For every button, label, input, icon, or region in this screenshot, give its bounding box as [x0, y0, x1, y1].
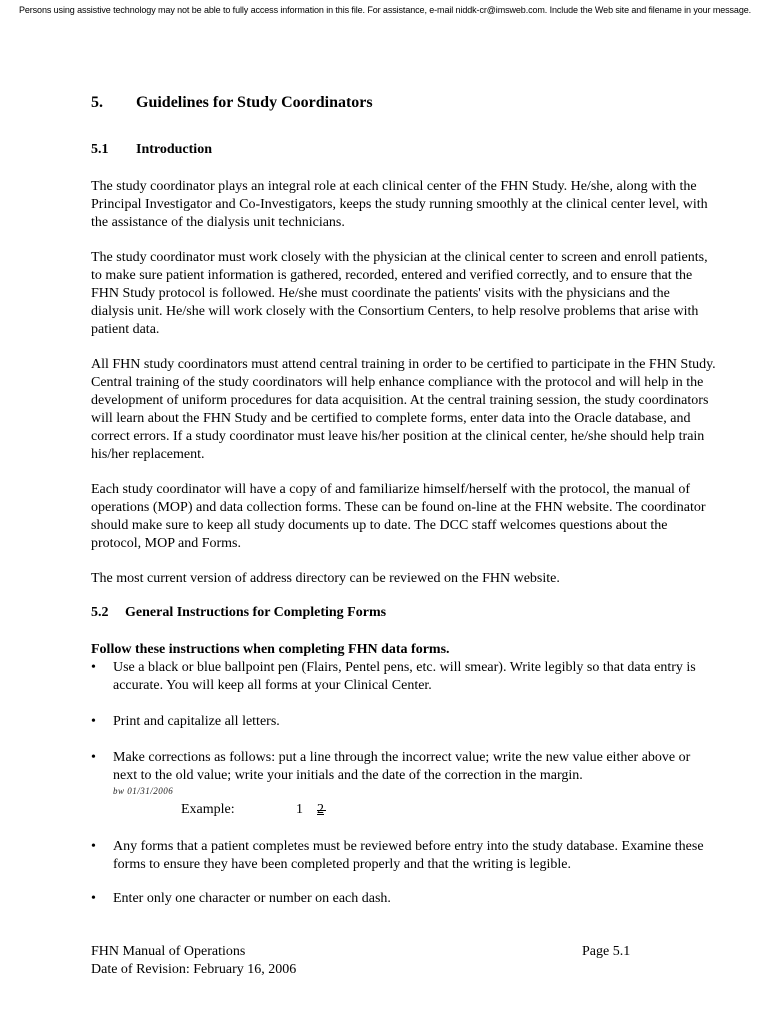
subsection-heading-intro: [91, 142, 212, 158]
footer-page-number: Page 5.1: [582, 944, 631, 959]
intro-paragraph-4: Each study coordinator will have a copy of and familiarize himself/herself with the protocol, the manual of operations (MOP) and data collection forms. These can be found on-line at the FHN website. The coordinator should make sure to keep all study documents up to date. The DCC staff welcomes questions about the protocol, MOP and Forms.: [91, 482, 706, 551]
subsection-title: Introduction: [136, 142, 212, 157]
section-number: 5.: [91, 94, 103, 111]
subsection-heading-forms: [91, 605, 386, 621]
correction-strike-line: [317, 810, 326, 811]
section-heading: [91, 94, 373, 112]
correction-initials: bw 01/31/2006: [113, 786, 174, 796]
subsection-title: General Instructions for Completing Forms: [125, 605, 387, 620]
intro-paragraph-2: The study coordinator must work closely with the physician at the clinical center to screen and enroll patients, to make sure patient information is gathered, recorded, entered and verified correctly, and to ensure that the FHN Study protocol is followed. He/she must coordinate the patients' visits with the physicians and the dialysis unit. He/she will work closely with the Consortium Centers, to help resolve problems that arise with patient data.: [91, 250, 708, 337]
footer-manual-title: FHN Manual of Operations: [91, 944, 246, 959]
instructions-lead: Follow these instructions when completing FHN data forms.: [91, 642, 450, 657]
footer-revision-date: Date of Revision: February 16, 2006: [91, 962, 297, 977]
list-item-text: Enter only one character or number on each dash.: [113, 891, 391, 906]
section-title: Guidelines for Study Coordinators: [136, 94, 373, 111]
bullet-icon: •: [91, 714, 96, 729]
list-item-text: Any forms that a patient completes must be reviewed before entry into the study database. Examine these forms to ensure they have been completed properly and that the writing is legible.: [113, 839, 704, 872]
subsection-number: 5.1: [91, 142, 109, 157]
list-item-text: Use a black or blue ballpoint pen (Flairs, Pentel pens, etc. will smear). Write legibly so that data entry is accurate. You will keep all forms at your Clinical Center.: [113, 660, 696, 693]
example-old-value: 1: [296, 802, 303, 817]
bullet-icon: •: [91, 891, 96, 906]
bullet-icon: •: [91, 750, 96, 765]
accessibility-notice: Persons using assistive technology may not be able to fully access information in this file. For assistance, e-mail niddk-cr@imsweb.com. Include the Web site and filename in your message.: [18, 5, 752, 15]
example-label: Example:: [181, 802, 235, 817]
intro-paragraph-5: The most current version of address directory can be reviewed on the FHN website.: [91, 571, 560, 586]
list-item-text: Make corrections as follows: put a line through the incorrect value; write the new value either above or next to the old value; write your initials and the date of the correction in the margin.: [113, 750, 691, 783]
intro-paragraph-3: All FHN study coordinators must attend central training in order to be certified to participate in the FHN Study. Central training of the study coordinators will help enhance compliance with the protocol and will help in the development of uniform procedures for data acquisition. At the central training session, the study coordinators will learn about the FHN Study and be certified to complete forms, enter data into the Oracle database, and correct errors. If a study coordinator must leave his/her position at the clinical center, he/she should help train his/her replacement.: [91, 357, 716, 462]
list-item-text: Print and capitalize all letters.: [113, 714, 280, 729]
bullet-icon: •: [91, 660, 96, 675]
bullet-icon: •: [91, 839, 96, 854]
intro-paragraph-1: The study coordinator plays an integral role at each clinical center of the FHN Study. He/she, along with the Principal Investigator and Co-Investigators, keeps the study running smoothly at the clinical center level, with the assistance of the dialysis unit technicians.: [91, 179, 708, 230]
subsection-number: 5.2: [91, 605, 109, 620]
